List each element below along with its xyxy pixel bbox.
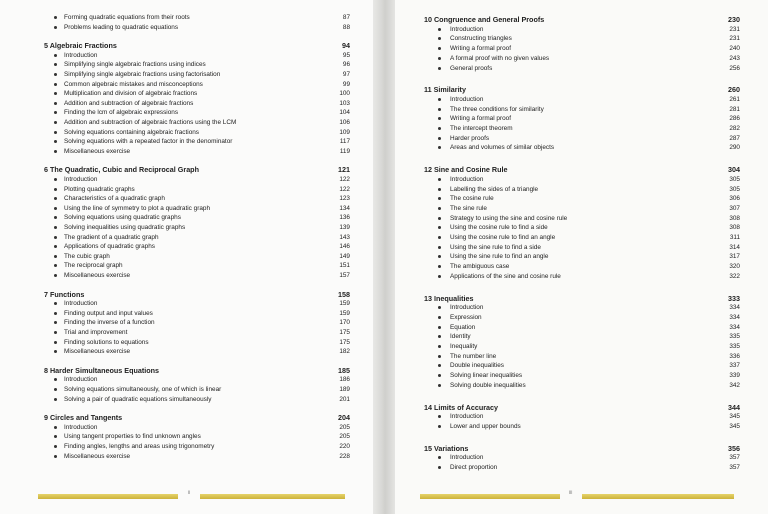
bullet-icon — [438, 265, 441, 268]
bullet-icon — [438, 207, 441, 210]
page-number: 99 — [342, 80, 350, 88]
entry-title: Harder proofs — [450, 134, 490, 142]
entry-title: Lower and upper bounds — [450, 422, 521, 430]
bullet-icon — [54, 398, 57, 401]
page-number: 305 — [729, 175, 740, 183]
chapter-title: 9 Circles and Tangents — [44, 413, 123, 423]
page-number: 182 — [339, 348, 350, 356]
entry-title: Solving equations with a repeated factor in the denominator — [64, 138, 233, 146]
entry-title: Applications of the sine and cosine rule — [450, 272, 561, 280]
page-number: 204 — [338, 413, 350, 423]
bullet-icon — [54, 274, 57, 277]
page-number: 228 — [339, 452, 350, 460]
entry-title: Solving equations using quadratic graphs — [64, 214, 181, 222]
entry-title: Introduction — [450, 25, 484, 33]
entry-title: Applications of quadratic graphs — [64, 243, 155, 251]
page-number: 205 — [339, 433, 350, 441]
entry-title: Inequality — [450, 343, 478, 350]
page-number: 357 — [729, 464, 740, 471]
entry-title: The ambiguous case — [450, 263, 510, 271]
entry-title: Constructing triangles — [450, 35, 512, 43]
entry-title: Finding the inverse of a function — [64, 319, 155, 327]
bullet-icon — [54, 445, 57, 448]
entry-title: Characteristics of a quadratic graph — [64, 195, 165, 203]
page-number: 357 — [729, 454, 740, 462]
left-page-number: ii — [188, 490, 191, 496]
bullet-icon — [438, 384, 441, 387]
page-number: 186 — [339, 376, 350, 384]
bullet-icon — [54, 131, 57, 134]
entry-title: Solving a pair of quadratic equations simultaneously — [64, 395, 212, 403]
page-number: 103 — [339, 99, 350, 107]
bullet-icon — [438, 137, 441, 140]
bullet-icon — [438, 355, 441, 358]
bullet-icon — [438, 415, 441, 418]
entry-title: The reciprocal graph — [64, 262, 123, 270]
chapter-title: 8 Harder Simultaneous Equations — [44, 365, 160, 375]
bullet-icon — [54, 264, 57, 267]
page-number: 117 — [339, 138, 350, 146]
contents-entry — [410, 142, 740, 153]
entry-title: Introduction — [64, 300, 98, 308]
page-number: 308 — [729, 214, 740, 222]
entry-title: Miscellaneous exercise — [64, 348, 131, 356]
bullet-icon — [438, 117, 441, 120]
page-number: 311 — [729, 234, 740, 241]
bullet-icon — [438, 345, 441, 348]
bullet-icon — [438, 47, 441, 50]
entry-title: Solving equations containing algebraic fractions — [64, 128, 199, 136]
page-number: 231 — [729, 25, 740, 33]
bullet-icon — [54, 245, 57, 248]
page-number: 317 — [729, 253, 740, 261]
bullet-icon — [438, 275, 441, 278]
contents-entry — [30, 22, 350, 33]
bullet-icon — [54, 236, 57, 239]
entry-title: Equation — [450, 323, 476, 331]
entry-title: Expression — [450, 313, 482, 321]
page-number: 306 — [729, 195, 740, 203]
bullet-icon — [438, 326, 441, 329]
page-number: 339 — [729, 372, 740, 380]
contents-entry — [410, 63, 740, 74]
entry-title: A formal proof with no given values — [450, 54, 550, 62]
bullet-icon — [438, 236, 441, 239]
left-footer-bar-2 — [200, 494, 345, 499]
page-number: 344 — [728, 402, 740, 412]
page-number: 159 — [339, 309, 350, 317]
contents-entry — [410, 462, 740, 473]
page-number: 170 — [339, 319, 350, 327]
bullet-icon — [54, 150, 57, 153]
entry-title: Common algebraic mistakes and misconceptions — [64, 80, 203, 88]
bullet-icon — [54, 73, 57, 76]
bullet-icon — [54, 140, 57, 143]
bullet-icon — [54, 321, 57, 324]
page-number: 334 — [729, 304, 740, 312]
page-number: 175 — [339, 329, 350, 336]
bullet-icon — [54, 226, 57, 229]
entry-title: Miscellaneous exercise — [64, 272, 131, 279]
bullet-icon — [438, 255, 441, 258]
bullet-icon — [54, 216, 57, 219]
entry-title: The number line — [450, 352, 497, 360]
entry-title: Addition and subtraction of algebraic fractions using the LCM — [64, 119, 237, 126]
page-number: 243 — [729, 54, 740, 62]
entry-title: Labelling the sides of a triangle — [450, 185, 539, 193]
right-page-number: iii — [569, 490, 573, 496]
entry-title: Using tangent properties to find unknown angles — [64, 433, 201, 441]
page-number: 175 — [339, 338, 350, 346]
bullet-icon — [54, 378, 57, 381]
bullet-icon — [54, 207, 57, 210]
entry-title: Writing a formal proof — [450, 45, 511, 53]
entry-title: Introduction — [64, 423, 98, 431]
entry-title: The gradient of a quadratic graph — [64, 233, 159, 241]
entry-title: Strategy to using the sine and cosine rule — [450, 214, 568, 222]
page-number: 122 — [339, 185, 350, 193]
page-number: 290 — [729, 144, 740, 152]
bullet-icon — [54, 331, 57, 334]
page-number: 333 — [728, 293, 740, 303]
chapter-title: 15 Variations — [424, 443, 469, 453]
page-number: 287 — [729, 134, 740, 142]
page-number: 314 — [729, 243, 740, 251]
bullet-icon — [54, 455, 57, 458]
page-number: 308 — [729, 224, 740, 232]
bullet-icon — [438, 127, 441, 130]
page-number: 122 — [339, 176, 350, 183]
bullet-icon — [54, 435, 57, 438]
page-number: 335 — [729, 343, 740, 350]
page-number: 151 — [339, 262, 350, 270]
entry-title: Introduction — [450, 175, 484, 183]
bullet-icon — [438, 374, 441, 377]
bullet-icon — [54, 102, 57, 105]
bullet-icon — [54, 83, 57, 86]
contents-entry — [30, 346, 350, 357]
page-number: 100 — [339, 90, 350, 98]
page-number: 282 — [729, 125, 740, 132]
page-number: 334 — [729, 313, 740, 321]
entry-title: Simplifying single algebraic fractions using indices — [64, 61, 206, 69]
page-number: 320 — [729, 263, 740, 271]
entry-title: Areas and volumes of similar objects — [450, 144, 555, 152]
bullet-icon — [438, 306, 441, 309]
page-number: 342 — [729, 381, 740, 389]
page-number: 123 — [339, 195, 350, 203]
page-number: 185 — [338, 365, 350, 375]
bullet-icon — [438, 316, 441, 319]
contents-entry — [410, 271, 740, 282]
entry-title: Writing a formal proof — [450, 115, 511, 123]
bullet-icon — [438, 188, 441, 191]
entry-title: Simplifying single algebraic fractions using factorisation — [64, 71, 221, 78]
page-number: 345 — [729, 422, 740, 430]
bullet-icon — [54, 197, 57, 200]
bullet-icon — [54, 121, 57, 124]
bullet-icon — [438, 197, 441, 200]
entry-title: Introduction — [450, 454, 484, 462]
entry-title: Direct proportion — [450, 464, 498, 471]
page-number: 106 — [339, 119, 350, 126]
bullet-icon — [438, 67, 441, 70]
bullet-icon — [438, 246, 441, 249]
entry-title: Finding output and input values — [64, 309, 153, 317]
bullet-icon — [438, 146, 441, 149]
book-gutter — [373, 0, 395, 514]
entry-title: Introduction — [450, 413, 484, 421]
right-footer-bar-2 — [582, 494, 734, 499]
entry-title: Addition and subtraction of algebraic fractions — [64, 99, 194, 107]
bullet-icon — [54, 426, 57, 429]
bullet-icon — [438, 37, 441, 40]
bullet-icon — [438, 335, 441, 338]
entry-title: Identity — [450, 333, 471, 341]
contents-entry — [30, 451, 350, 462]
bullet-icon — [438, 57, 441, 60]
page-number: 322 — [729, 272, 740, 280]
entry-title: Miscellaneous exercise — [64, 147, 131, 155]
page-number: 121 — [338, 165, 350, 175]
entry-title: Introduction — [450, 304, 484, 312]
page-number: 95 — [342, 51, 350, 59]
page-number: 304 — [728, 165, 740, 175]
page-number: 335 — [729, 333, 740, 341]
page-number: 201 — [339, 395, 350, 403]
contents-entry — [410, 380, 740, 391]
bullet-icon — [438, 108, 441, 111]
bullet-icon — [438, 217, 441, 220]
entry-title: The intercept theorem — [450, 125, 513, 132]
entry-title: Miscellaneous exercise — [64, 452, 131, 460]
page-number: 261 — [729, 95, 740, 103]
chapter-title: 13 Inequalities — [424, 293, 474, 303]
entry-title: Finding the lcm of algebraic expressions — [64, 109, 179, 117]
entry-title: Trial and improvement — [64, 329, 128, 336]
bullet-icon — [438, 28, 441, 31]
entry-title: The cosine rule — [450, 195, 494, 203]
page-number: 337 — [729, 362, 740, 370]
chapter-title: 14 Limits of Accuracy — [424, 402, 499, 412]
bullet-icon — [54, 341, 57, 344]
entry-title: Solving inequalities using quadratic graphs — [64, 224, 186, 231]
page-number: 159 — [339, 300, 350, 308]
bullet-icon — [54, 111, 57, 114]
page-number: 94 — [342, 41, 350, 51]
chapter-title: 6 The Quadratic, Cubic and Reciprocal Graph — [44, 165, 199, 175]
bullet-icon — [54, 255, 57, 258]
page-number: 240 — [729, 45, 740, 53]
contents-entry — [410, 421, 740, 432]
bullet-icon — [54, 388, 57, 391]
right-footer-bar — [420, 494, 560, 499]
page-number: 149 — [339, 252, 350, 260]
bullet-icon — [438, 425, 441, 428]
bullet-icon — [54, 63, 57, 66]
entry-title: Multiplication and division of algebraic fractions — [64, 90, 198, 98]
page-number: 336 — [729, 352, 740, 360]
entry-title: Using the sine rule to find an angle — [450, 253, 549, 261]
page-number: 230 — [728, 15, 740, 24]
page-number: 88 — [342, 23, 350, 31]
page-number: 104 — [339, 109, 350, 117]
entry-title: The sine rule — [450, 204, 487, 212]
page-number: 158 — [338, 289, 350, 299]
entry-title: Solving equations simultaneously, one of which is linear — [64, 386, 222, 393]
chapter-title: 12 Sine and Cosine Rule — [424, 165, 508, 175]
entry-title: Plotting quadratic graphs — [64, 185, 135, 193]
page-number: 305 — [729, 185, 740, 193]
page-number: 97 — [342, 71, 350, 78]
page-number: 260 — [728, 85, 740, 95]
entry-title: Introduction — [64, 51, 98, 59]
entry-title: General proofs — [450, 64, 493, 72]
page-number: 286 — [729, 115, 740, 123]
entry-title: Problems leading to quadratic equations — [64, 23, 179, 31]
entry-title: Forming quadratic equations from their roots — [64, 14, 190, 21]
page-number: 334 — [729, 323, 740, 331]
bullet-icon — [54, 302, 57, 305]
page-number: 256 — [729, 64, 740, 72]
bullet-icon — [54, 350, 57, 353]
contents-entry — [30, 394, 350, 405]
bullet-icon — [438, 98, 441, 101]
page-number: 157 — [339, 272, 350, 279]
chapter-title: 7 Functions — [44, 289, 85, 299]
page-number: 220 — [339, 443, 350, 450]
contents-entry — [30, 146, 350, 157]
bullet-icon — [54, 188, 57, 191]
bullet-icon — [54, 312, 57, 315]
bullet-icon — [54, 178, 57, 181]
entry-title: Using the sine rule to find a side — [450, 243, 541, 251]
page-number: 143 — [339, 233, 350, 241]
bullet-icon — [54, 92, 57, 95]
entry-title: The three conditions for similarity — [450, 105, 544, 113]
page-number: 96 — [342, 61, 350, 69]
entry-title: Double inequalities — [450, 362, 505, 370]
entry-title: Using the cosine rule to find an angle — [450, 234, 556, 241]
entry-title: Introduction — [64, 176, 98, 183]
page-number: 139 — [339, 224, 350, 231]
entry-title: Introduction — [450, 95, 484, 103]
page-number: 146 — [339, 243, 350, 251]
bullet-icon — [54, 26, 57, 29]
bullet-icon — [54, 54, 57, 57]
bullet-icon — [438, 178, 441, 181]
chapter-title: 5 Algebraic Fractions — [44, 41, 117, 51]
chapter-title: 10 Congruence and General Proofs — [424, 15, 545, 24]
entry-title: Solving double inequalities — [450, 381, 526, 389]
page-number: 109 — [339, 128, 350, 136]
entry-title: Finding angles, lengths and areas using trigonometry — [64, 443, 215, 450]
left-footer-bar — [38, 494, 178, 499]
entry-title: Solving linear inequalities — [450, 372, 523, 380]
chapter-title: 11 Similarity — [424, 85, 466, 95]
page-number: 87 — [342, 14, 350, 21]
page-number: 119 — [339, 147, 350, 155]
entry-title: Introduction — [64, 376, 98, 384]
page-number: 231 — [729, 35, 740, 43]
page-number: 189 — [339, 386, 350, 393]
bullet-icon — [438, 466, 441, 469]
bullet-icon — [438, 226, 441, 229]
contents-entry — [30, 270, 350, 281]
page-number: 307 — [729, 204, 740, 212]
entry-title: Using the cosine rule to find a side — [450, 224, 548, 232]
bullet-icon — [438, 364, 441, 367]
entry-title: Using the line of symmetry to plot a quadratic graph — [64, 204, 210, 212]
page-number: 134 — [339, 204, 350, 212]
page-number: 356 — [728, 443, 740, 453]
page-number: 136 — [339, 214, 350, 222]
page-number: 205 — [339, 423, 350, 431]
page-number: 281 — [729, 105, 740, 113]
bullet-icon — [438, 456, 441, 459]
bullet-icon — [54, 16, 57, 19]
entry-title: The cubic graph — [64, 252, 110, 260]
entry-title: Finding solutions to equations — [64, 338, 149, 346]
page-number: 345 — [729, 413, 740, 421]
